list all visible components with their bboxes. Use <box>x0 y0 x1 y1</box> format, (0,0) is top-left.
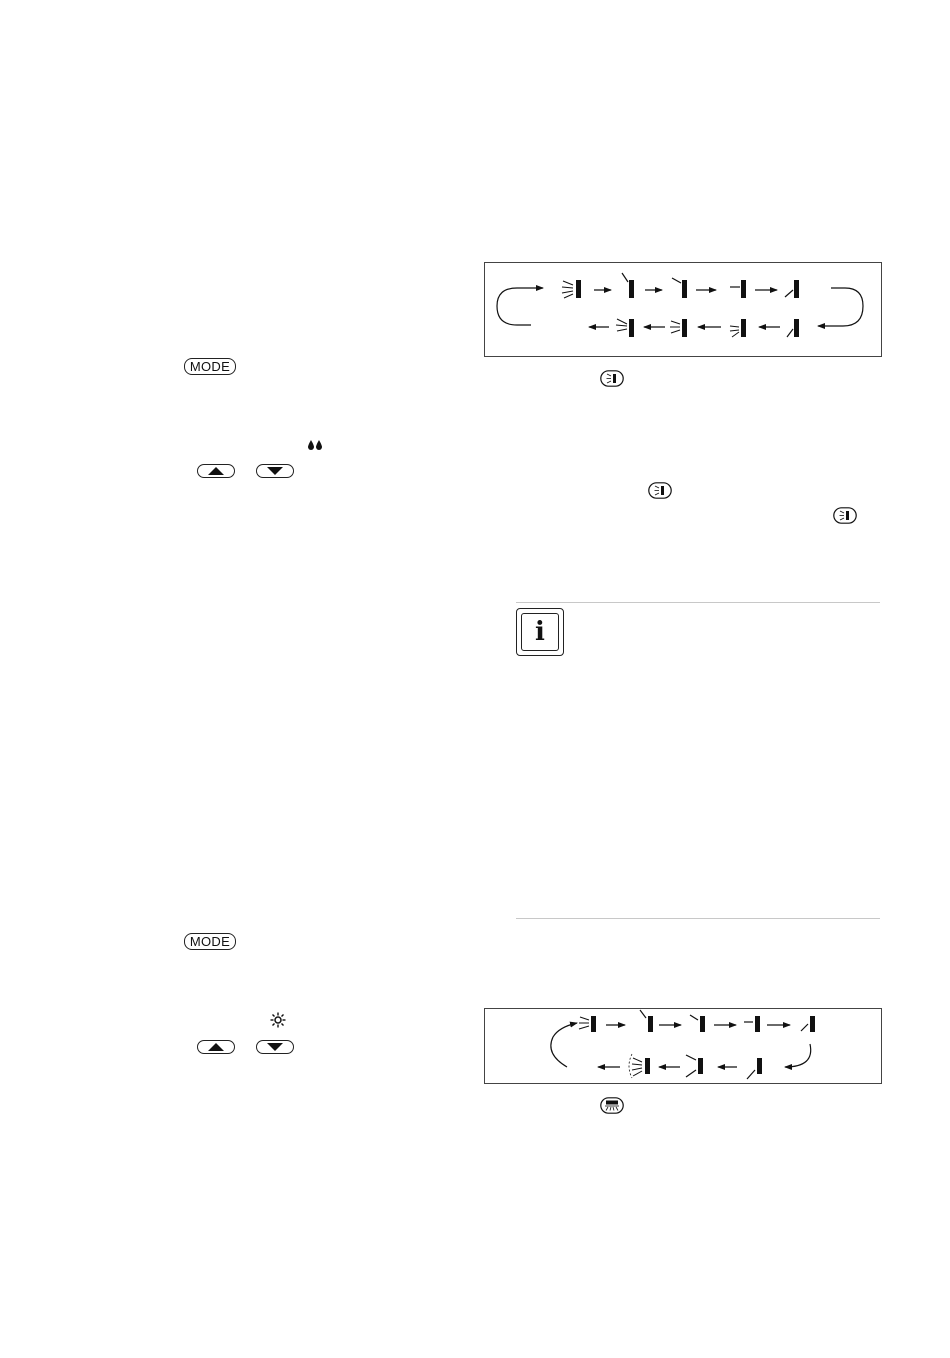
louver-swing-icon <box>485 1009 881 1083</box>
louver-swing-diagram <box>484 1008 882 1084</box>
louver-swing-diagram <box>484 262 882 357</box>
up-button[interactable] <box>197 464 235 478</box>
sun-icon <box>270 1012 286 1028</box>
info-icon <box>516 608 564 656</box>
airflow-button-icon[interactable] <box>600 1097 624 1114</box>
mode-button-label: MODE <box>189 359 231 374</box>
louver-swing-icon <box>485 263 881 356</box>
mode-button[interactable] <box>184 358 236 375</box>
mode-button[interactable] <box>184 933 236 950</box>
down-button[interactable] <box>256 1040 294 1054</box>
note-bottom-rule <box>516 918 880 919</box>
down-button[interactable] <box>256 464 294 478</box>
note-top-rule <box>516 602 880 603</box>
water-drops-icon <box>307 438 323 452</box>
swing-button-icon[interactable] <box>600 370 624 387</box>
swing-button-icon[interactable] <box>648 482 672 499</box>
info-symbol: i <box>521 613 559 651</box>
up-button[interactable] <box>197 1040 235 1054</box>
triangle-up-icon <box>198 1041 234 1053</box>
swing-button-icon[interactable] <box>833 507 857 524</box>
mode-button-label: MODE <box>189 934 231 949</box>
triangle-up-icon <box>198 465 234 477</box>
triangle-down-icon <box>257 1041 293 1053</box>
triangle-down-icon <box>257 465 293 477</box>
